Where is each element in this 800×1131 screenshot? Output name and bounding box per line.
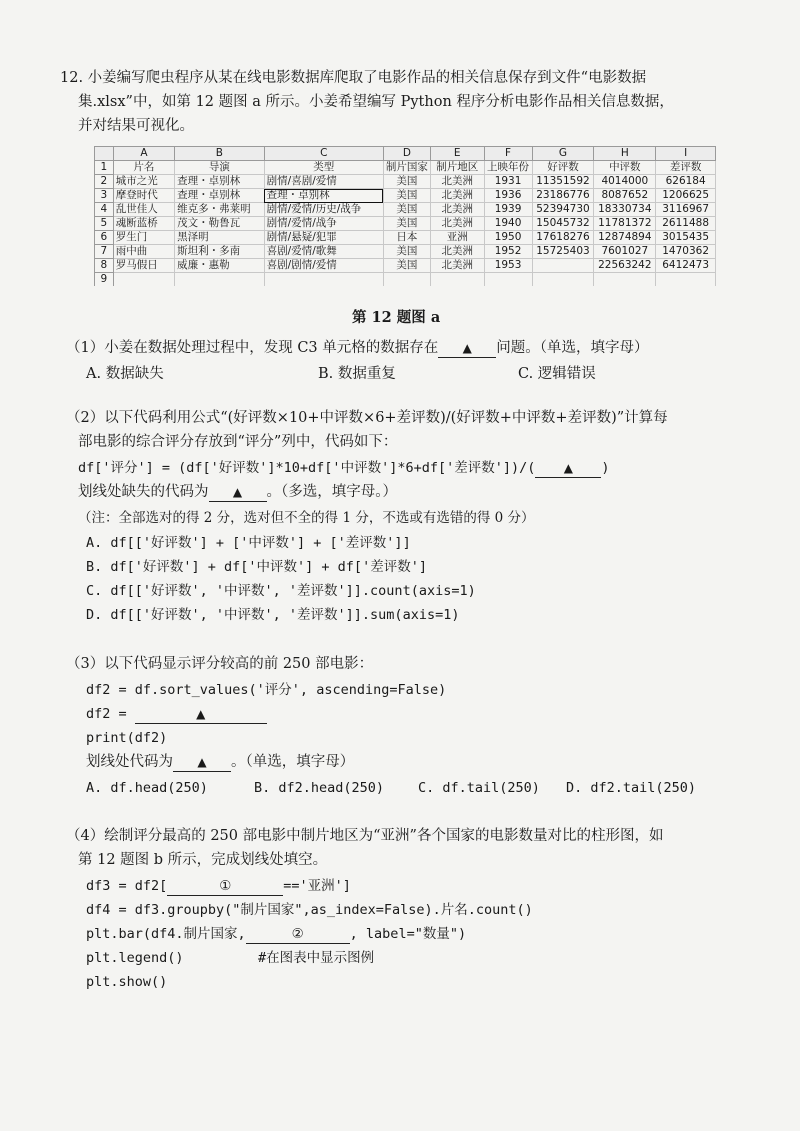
part4-code-2: df4 = df3.groupby("制片国家",as_index=False).片名.count() [86, 902, 533, 918]
cell: 北美洲 [430, 245, 484, 259]
row-number: 8 [95, 259, 114, 273]
cell: 茂文・勒鲁瓦 [175, 217, 265, 231]
part2-ask [78, 482, 397, 502]
cell: 魂断蓝桥 [113, 217, 174, 231]
cell: 北美洲 [430, 175, 484, 189]
header-cell: 制片地区 [430, 161, 484, 175]
part2-stem-1: （2）以下代码利用公式“(好评数×10+中评数×6+差评数)/(好评数+中评数+差评数)”计算每 [66, 410, 668, 426]
part4-code-3 [86, 924, 466, 944]
part4-code-1-after: =='亚洲'] [283, 878, 351, 894]
cell: 8087652 [594, 189, 656, 203]
answer-blank[interactable]: ▲ [438, 340, 496, 358]
part4-code-3-before: plt.bar(df4.制片国家, [86, 926, 246, 942]
cell: 黑泽明 [175, 231, 265, 245]
cell: 1940 [484, 217, 532, 231]
table-row [95, 245, 716, 259]
part4-stem-2: 第 12 题图 b 所示，完成划线处填空。 [78, 852, 328, 868]
option-b: B. 数据重复 [318, 366, 396, 382]
cell-c3-selected: 查理・卓别林 [264, 189, 383, 203]
spreadsheet-table [94, 146, 716, 286]
col-letter: I [656, 147, 716, 161]
cell: 1931 [484, 175, 532, 189]
cell: 查理・卓别林 [175, 175, 265, 189]
table-row [95, 259, 716, 273]
cell: 2611488 [656, 217, 716, 231]
column-letter-row [95, 147, 716, 161]
part1-stem-before: （1）小姜在数据处理过程中，发现 C3 单元格的数据存在 [66, 340, 439, 356]
cell: 罗马假日 [113, 259, 174, 273]
cell: 22563242 [594, 259, 656, 273]
col-letter: A [113, 147, 174, 161]
cell: 18330734 [594, 203, 656, 217]
part3-ask-before: 划线处代码为 [86, 754, 173, 770]
header-cell: 类型 [264, 161, 383, 175]
option-a: A. df[['好评数'] + ['中评数'] + ['差评数']] [86, 535, 411, 551]
option-c: C. df.tail(250) [418, 780, 540, 796]
header-cell: 导演 [175, 161, 265, 175]
question-line-2: 集.xlsx”中，如第 12 题图 a 所示。小姜希望编写 Python 程序分析电影作品相关信息数据， [78, 94, 674, 110]
option-a: A. df.head(250) [86, 780, 208, 796]
row-number: 5 [95, 217, 114, 231]
cell: 7601027 [594, 245, 656, 259]
cell: 52394730 [532, 203, 594, 217]
cell: 剧情/喜剧/爱情 [264, 175, 383, 189]
cell: 11781372 [594, 217, 656, 231]
col-letter: D [383, 147, 430, 161]
cell: 城市之光 [113, 175, 174, 189]
cell: 喜剧/剧情/爱情 [264, 259, 383, 273]
col-letter: F [484, 147, 532, 161]
table-row [95, 273, 716, 287]
cell: 剧情/爱情/战争 [264, 217, 383, 231]
question-line-3: 并对结果可视化。 [78, 118, 194, 134]
cell: 剧情/爱情/历史/战争 [264, 203, 383, 217]
part1-stem [66, 338, 649, 358]
cell: 15045732 [532, 217, 594, 231]
header-cell: 上映年份 [484, 161, 532, 175]
cell: 23186776 [532, 189, 594, 203]
part3-code-3: print(df2) [86, 730, 168, 746]
cell: 626184 [656, 175, 716, 189]
row-number: 1 [95, 161, 114, 175]
header-cell: 制片国家 [383, 161, 430, 175]
part2-ask-before: 划线处缺失的代码为 [78, 484, 209, 500]
cell: 1939 [484, 203, 532, 217]
cell: 6412473 [656, 259, 716, 273]
answer-blank[interactable]: ▲ [535, 460, 601, 478]
part2-code-line [78, 458, 610, 478]
part3-ask-after: 。（单选，填字母） [231, 754, 355, 770]
part2-code-end: ) [601, 460, 610, 476]
cell: 美国 [383, 175, 430, 189]
question-line-1: 12. 小姜编写爬虫程序从某在线电影数据库爬取了电影作品的相关信息保存到文件“电影数据 [60, 70, 647, 86]
row-number: 9 [95, 273, 114, 287]
table-row [95, 231, 716, 245]
cell: 美国 [383, 245, 430, 259]
part2-code: df['评分'] = (df['好评数']*10+df['中评数']*6+df['差评数'])/( [78, 460, 536, 476]
cell: 美国 [383, 189, 430, 203]
cell: 4014000 [594, 175, 656, 189]
cell: 1206625 [656, 189, 716, 203]
answer-blank-1[interactable]: ① [167, 878, 283, 896]
header-cell: 好评数 [532, 161, 594, 175]
answer-blank[interactable]: ▲ [135, 706, 267, 724]
cell [532, 259, 594, 273]
option-a: A. 数据缺失 [86, 366, 164, 382]
part2-ask-after: 。（多选，填字母。） [266, 484, 397, 500]
cell: 乱世佳人 [113, 203, 174, 217]
cell: 北美洲 [430, 259, 484, 273]
cell: 11351592 [532, 175, 594, 189]
spreadsheet-figure [94, 146, 716, 286]
corner-cell [95, 147, 114, 161]
part2-note: （注：全部选对的得 2 分，选对但不全的得 1 分，不选或有选错的得 0 分） [78, 510, 535, 526]
option-d: D. df[['好评数', '中评数', '差评数']].sum(axis=1) [86, 607, 460, 623]
part3-stem: （3）以下代码显示评分较高的前 250 部电影： [66, 656, 374, 672]
cell: 亚洲 [430, 231, 484, 245]
cell: 美国 [383, 203, 430, 217]
cell: 北美洲 [430, 217, 484, 231]
cell: 斯坦利・多南 [175, 245, 265, 259]
col-letter: B [175, 147, 265, 161]
table-row [95, 203, 716, 217]
part4-code-1-before: df3 = df2[ [86, 878, 168, 894]
row-number: 4 [95, 203, 114, 217]
row-number: 6 [95, 231, 114, 245]
answer-blank[interactable]: ▲ [209, 484, 267, 502]
part3-ask [86, 752, 354, 772]
cell: 1952 [484, 245, 532, 259]
row-number: 3 [95, 189, 114, 203]
cell: 维克多・弗莱明 [175, 203, 265, 217]
cell: 1950 [484, 231, 532, 245]
cell: 查理・卓别林 [175, 189, 265, 203]
cell: 1936 [484, 189, 532, 203]
cell: 15725403 [532, 245, 594, 259]
part3-code-2: df2 = [86, 706, 135, 722]
part4-stem-1: （4）绘制评分最高的 250 部电影中制片地区为“亚洲”各个国家的电影数量对比的柱形图，如 [66, 828, 664, 844]
col-letter: H [594, 147, 656, 161]
figure-a-caption: 第 12 题图 a [352, 309, 441, 326]
row-number: 2 [95, 175, 114, 189]
answer-blank[interactable]: ▲ [173, 754, 231, 772]
part4-code-5: plt.show() [86, 974, 168, 990]
col-letter: G [532, 147, 594, 161]
cell: 北美洲 [430, 203, 484, 217]
cell: 剧情/悬疑/犯罪 [264, 231, 383, 245]
header-cell: 片名 [113, 161, 174, 175]
cell: 3015435 [656, 231, 716, 245]
part2-stem-2: 部电影的综合评分存放到“评分”列中，代码如下： [78, 434, 398, 450]
table-row [95, 189, 716, 203]
part3-code-2-line [86, 704, 267, 724]
option-c: C. 逻辑错误 [518, 366, 596, 382]
cell: 美国 [383, 259, 430, 273]
cell: 雨中曲 [113, 245, 174, 259]
cell: 美国 [383, 217, 430, 231]
option-c: C. df[['好评数', '中评数', '差评数']].count(axis=1) [86, 583, 476, 599]
table-row [95, 175, 716, 189]
part4-code-1 [86, 876, 351, 896]
cell: 3116967 [656, 203, 716, 217]
answer-blank-2[interactable]: ② [246, 926, 350, 944]
header-cell: 中评数 [594, 161, 656, 175]
part3-code-1: df2 = df.sort_values('评分', ascending=False) [86, 682, 447, 698]
cell: 摩登时代 [113, 189, 174, 203]
cell: 罗生门 [113, 231, 174, 245]
part1-stem-after: 问题。（单选，填字母） [496, 340, 649, 356]
part4-code-4: plt.legend() [86, 950, 184, 966]
header-cell: 差评数 [656, 161, 716, 175]
cell: 喜剧/爱情/歌舞 [264, 245, 383, 259]
row-number: 7 [95, 245, 114, 259]
col-letter: C [264, 147, 383, 161]
table-row [95, 217, 716, 231]
table-header-row [95, 161, 716, 175]
option-b: B. df2.head(250) [254, 780, 385, 796]
cell: 1470362 [656, 245, 716, 259]
option-b: B. df['好评数'] + df['中评数'] + df['差评数'] [86, 559, 427, 575]
option-d: D. df2.tail(250) [566, 780, 697, 796]
part4-comment-4: #在图表中显示图例 [258, 950, 375, 966]
col-letter: E [430, 147, 484, 161]
cell: 12874894 [594, 231, 656, 245]
cell: 1953 [484, 259, 532, 273]
cell: 日本 [383, 231, 430, 245]
cell: 17618276 [532, 231, 594, 245]
part4-code-3-after: , label="数量") [349, 926, 467, 942]
cell: 北美洲 [430, 189, 484, 203]
cell: 威廉・惠勒 [175, 259, 265, 273]
